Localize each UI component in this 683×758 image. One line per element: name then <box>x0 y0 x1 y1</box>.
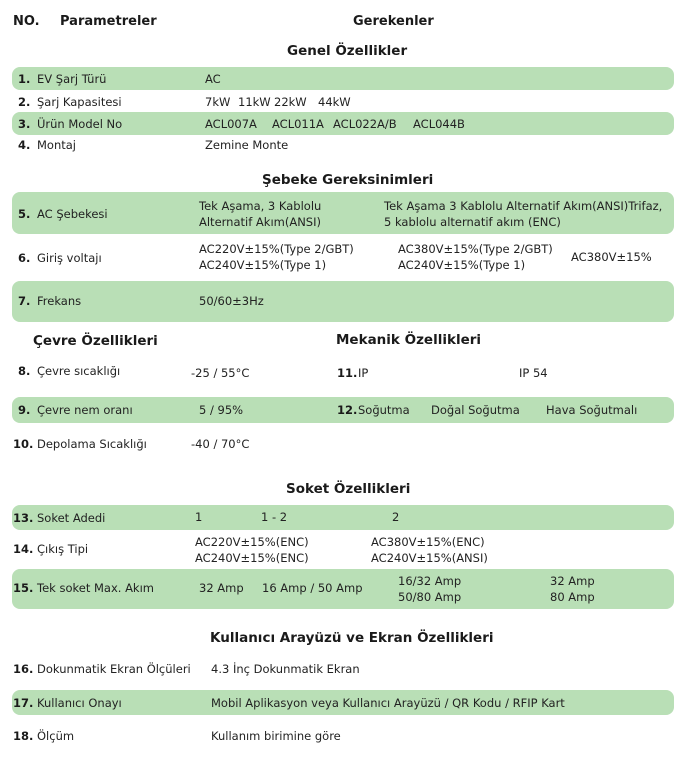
row-label: Soğutma <box>358 403 410 417</box>
row-number: 8. <box>18 364 31 378</box>
row-value: AC240V±15%(Type 1) <box>199 258 327 272</box>
row-value: AC220V±15%(Type 2/GBT) <box>199 242 354 256</box>
section-grid: Şebeke Gereksinimleri <box>262 172 434 188</box>
row-label: Çevre nem oranı <box>37 403 133 417</box>
row-label: AC Şebekesi <box>37 207 108 221</box>
section-general: Genel Özellikler <box>287 43 408 59</box>
row-band-1 <box>12 67 674 90</box>
row-value: ACL011A <box>272 117 324 131</box>
row-value: Mobil Aplikasyon veya Kullanıcı Arayüzü / QR Kodu / RFIP Kart <box>211 696 565 710</box>
row-value: AC380V±15%(ENC) <box>371 535 485 549</box>
row-label: Çıkış Tipi <box>37 542 89 556</box>
row-label: Çevre sıcaklığı <box>37 364 121 378</box>
row-number: 9. <box>18 403 31 417</box>
row-value: Kullanım birimine göre <box>211 729 341 743</box>
section-mechanical: Mekanik Özellikleri <box>336 332 482 348</box>
row-value: -25 / 55°C <box>191 366 250 380</box>
row-label: Tek soket Max. Akım <box>37 581 154 595</box>
row-label: Soket Adedi <box>37 511 106 525</box>
row-number: 3. <box>18 117 31 131</box>
row-value: AC240V±15%(ENC) <box>195 551 309 565</box>
row-value: 5 kablolu alternatif akım (ENC) <box>384 215 561 229</box>
row-value: 16/32 Amp <box>398 574 462 588</box>
row-number: 2. <box>18 95 31 109</box>
row-value: Zemine Monte <box>205 138 289 152</box>
row-value: Alternatif Akım(ANSI) <box>199 215 321 229</box>
header-no: NO. <box>13 14 40 29</box>
row-number: 11. <box>337 366 358 380</box>
row-number: 14. <box>13 542 34 556</box>
row-value: 11kW <box>238 95 271 109</box>
row-value: 44kW <box>318 95 351 109</box>
row-value: ACL044B <box>413 117 465 131</box>
row-band-7 <box>12 281 674 322</box>
row-value: 5 / 95% <box>199 403 244 417</box>
header-parameters: Parametreler <box>60 14 157 29</box>
row-value: AC240V±15%(ANSI) <box>371 551 488 565</box>
row-value: AC <box>205 72 221 86</box>
row-value: 32 Amp <box>199 581 244 595</box>
row-label: Ürün Model No <box>37 117 123 131</box>
row-band-13 <box>12 505 674 530</box>
row-value: AC220V±15%(ENC) <box>195 535 309 549</box>
row-value: 80 Amp <box>550 590 595 604</box>
row-label: Giriş voltajı <box>37 251 102 265</box>
row-number: 6. <box>18 251 31 265</box>
row-value: 32 Amp <box>550 574 595 588</box>
row-label: Ölçüm <box>37 729 75 743</box>
row-value: 7kW <box>205 95 231 109</box>
row-number: 12. <box>337 403 358 417</box>
row-value: Tek Aşama, 3 Kablolu <box>199 199 322 213</box>
row-label: Frekans <box>37 294 82 308</box>
row-number: 18. <box>13 729 34 743</box>
row-number: 15. <box>13 581 34 595</box>
row-number: 17. <box>13 696 34 710</box>
row-value: 50/80 Amp <box>398 590 462 604</box>
section-user-interface: Kullanıcı Arayüzü ve Ekran Özellikleri <box>210 630 494 646</box>
header-requirements: Gerekenler <box>353 14 434 29</box>
row-value: 1 <box>195 510 203 524</box>
row-number: 5. <box>18 207 31 221</box>
row-number: 7. <box>18 294 31 308</box>
row-value: 22kW <box>274 95 307 109</box>
row-value: IP 54 <box>519 366 548 380</box>
row-number: 1. <box>18 72 31 86</box>
row-value: 2 <box>392 510 400 524</box>
row-label: Kullanıcı Onayı <box>37 696 122 710</box>
row-value: ACL007A <box>205 117 257 131</box>
row-value: AC240V±15%(Type 1) <box>398 258 526 272</box>
row-value: Tek Aşama 3 Kablolu Alternatif Akım(ANSI)Trifaz, <box>384 199 663 213</box>
row-label: Şarj Kapasitesi <box>37 95 122 109</box>
row-label: Depolama Sıcaklığı <box>37 437 147 451</box>
row-value: 50/60±3Hz <box>199 294 264 308</box>
row-label: IP <box>358 366 369 380</box>
row-value: AC380V±15% <box>571 250 652 264</box>
row-value: Doğal Soğutma <box>431 403 520 417</box>
row-label: Dokunmatik Ekran Ölçüleri <box>37 662 191 676</box>
row-value: ACL022A/B <box>333 117 397 131</box>
section-socket: Soket Özellikleri <box>286 481 411 497</box>
section-environment: Çevre Özellikleri <box>33 333 158 349</box>
row-number: 10. <box>13 437 34 451</box>
row-value: -40 / 70°C <box>191 437 250 451</box>
row-value: 16 Amp / 50 Amp <box>262 581 363 595</box>
row-value: AC380V±15%(Type 2/GBT) <box>398 242 553 256</box>
row-number: 4. <box>18 138 31 152</box>
row-label: Montaj <box>37 138 76 152</box>
row-value: 1 - 2 <box>261 510 288 524</box>
row-value: Hava Soğutmalı <box>546 403 638 417</box>
row-number: 13. <box>13 511 34 525</box>
row-label: EV Şarj Türü <box>37 72 107 86</box>
row-value: 4.3 İnç Dokunmatik Ekran <box>211 662 360 676</box>
row-number: 16. <box>13 662 34 676</box>
